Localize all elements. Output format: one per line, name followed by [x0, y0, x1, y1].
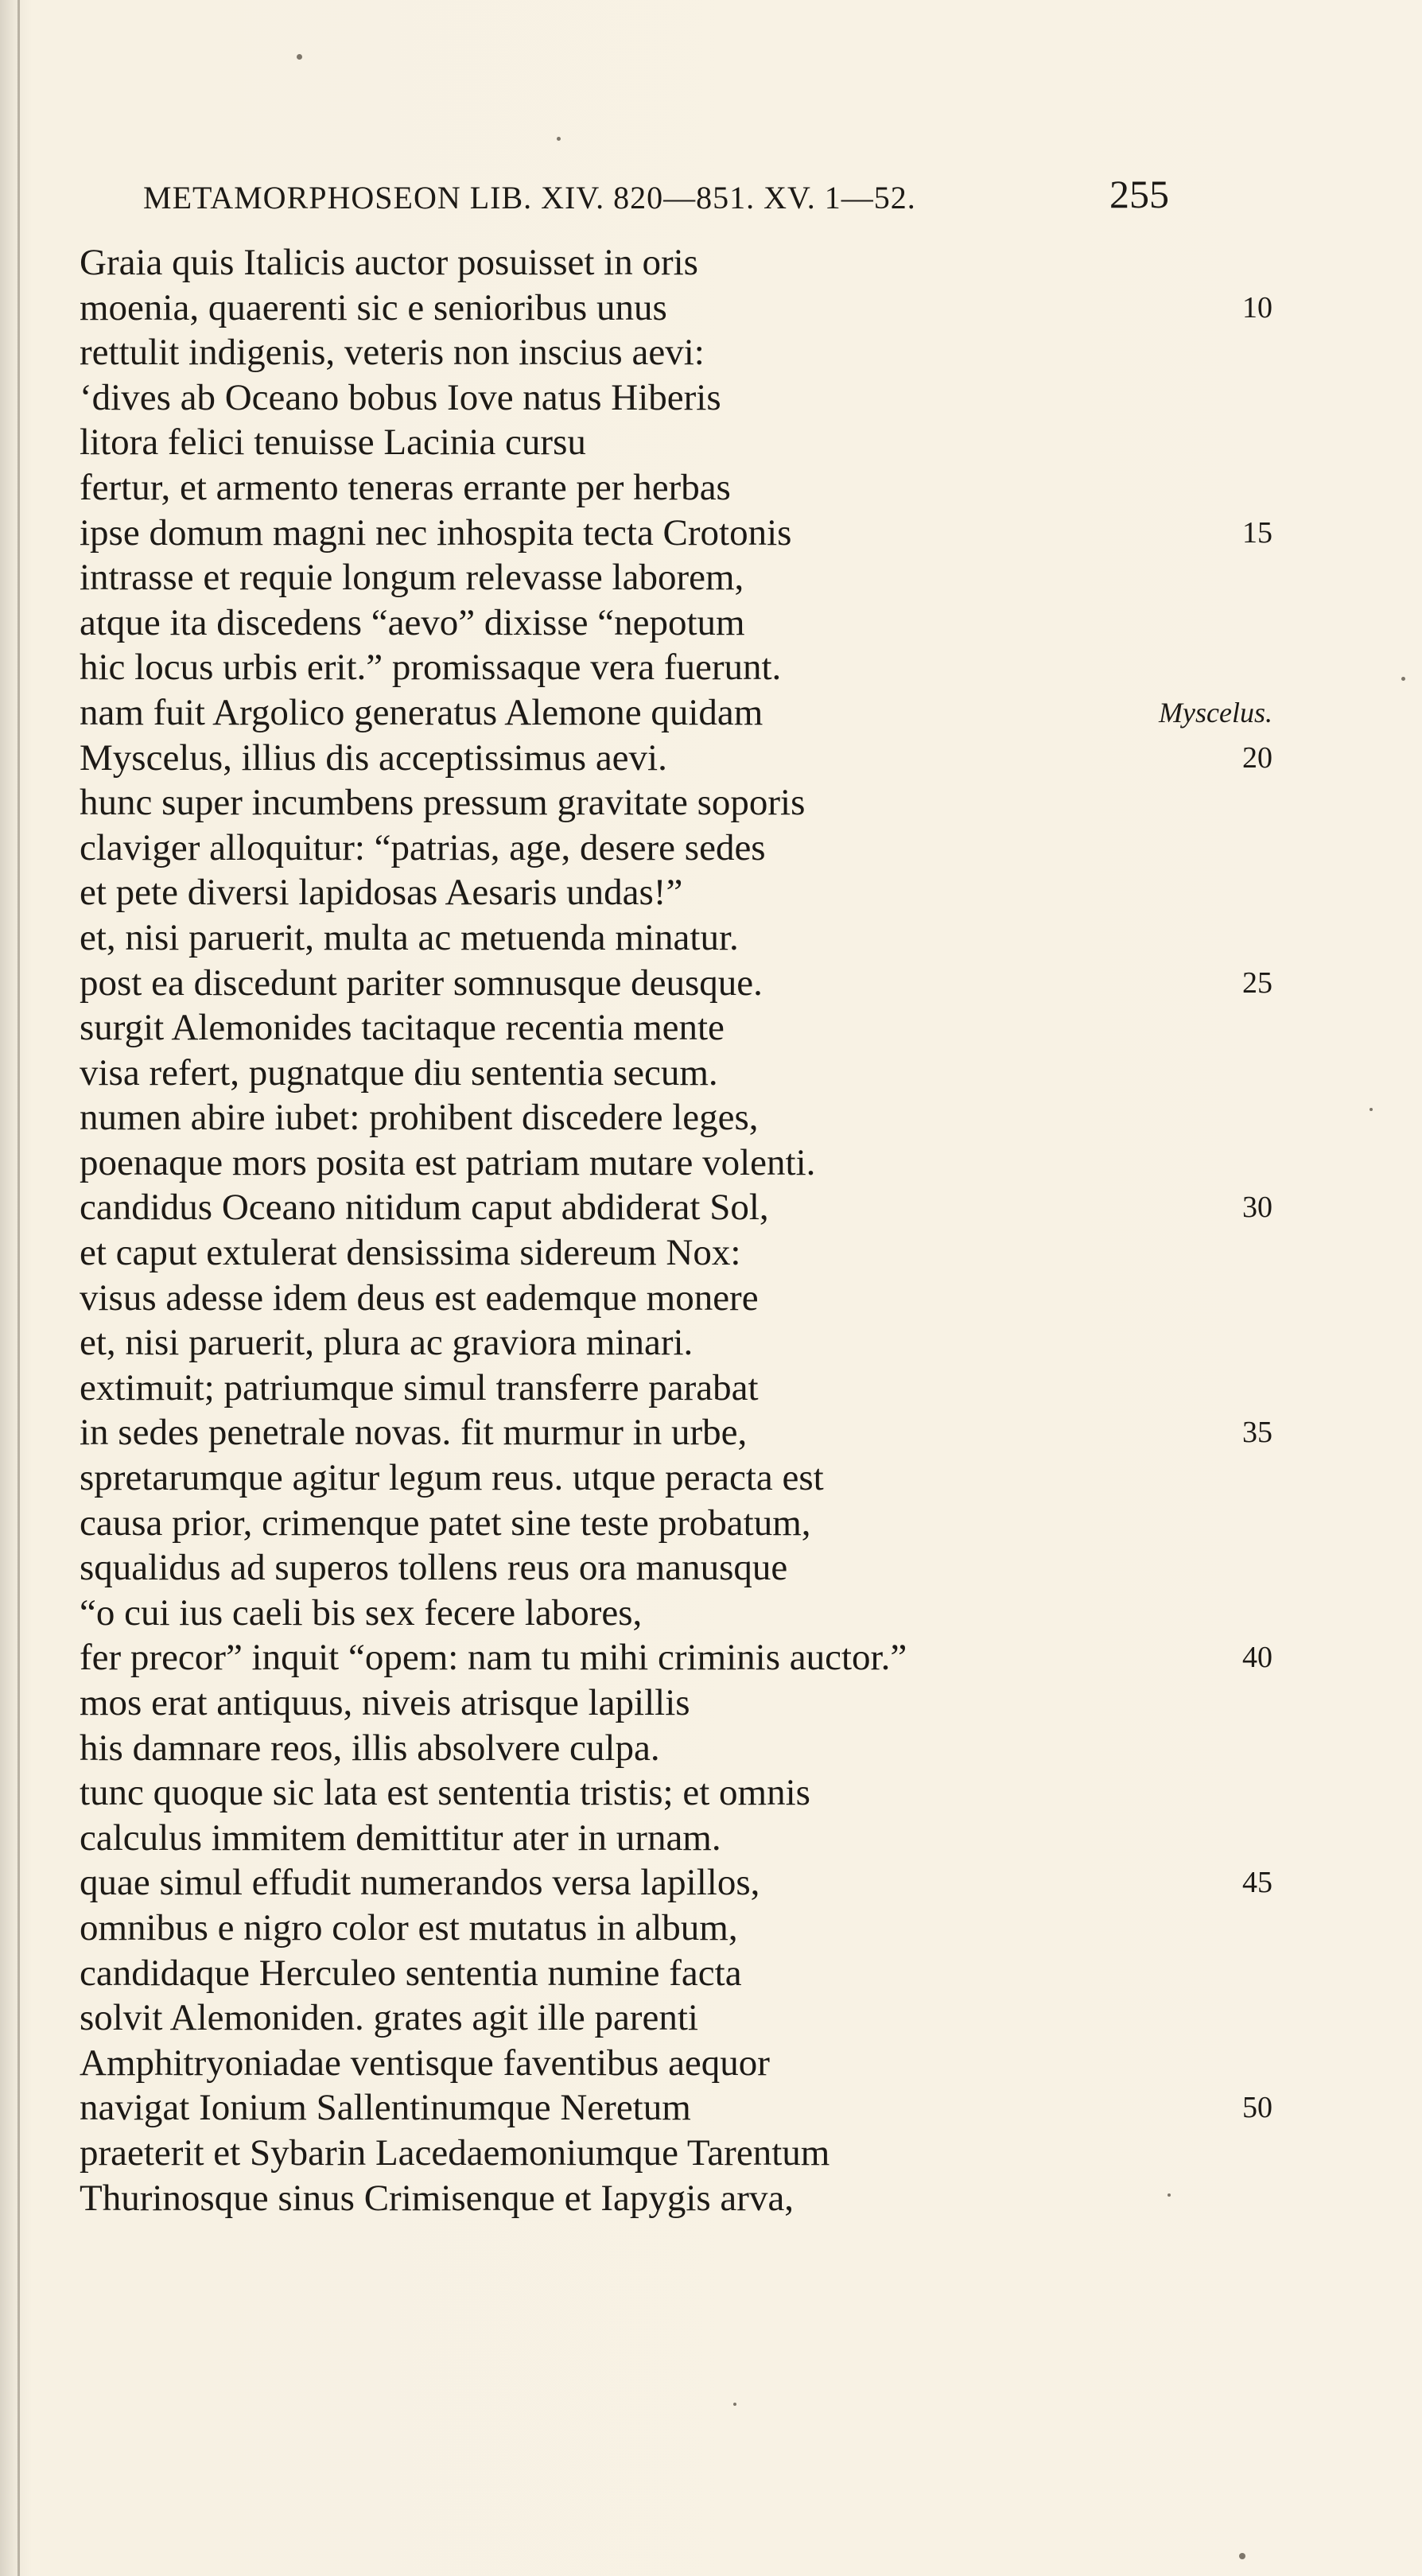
verse-line-text: hic locus urbis erit.” promissaque vera fuerunt. [80, 647, 782, 689]
verse-line-text: post ea discedunt pariter somnusque deusque. [80, 962, 763, 1004]
verse-line-text: navigat Ionium Sallentinumque Neretum [80, 2087, 691, 2129]
line-number: 20 [1242, 740, 1272, 775]
verse-line [80, 511, 1272, 556]
line-number: 50 [1242, 2091, 1272, 2125]
verse-line [80, 736, 1272, 781]
verse-line [80, 1680, 1272, 1726]
verse-line-text: et caput extulerat densissima sidereum Nox: [80, 1232, 741, 1274]
verse-line-text: quae simul effudit numerandos versa lapillos, [80, 1862, 760, 1904]
verse-line [80, 2176, 1272, 2221]
verse-line [80, 961, 1272, 1006]
verse-line-text: rettulit indigenis, veteris non inscius aevi: [80, 332, 705, 374]
verse-line [80, 1545, 1272, 1591]
verse-line [80, 915, 1272, 961]
verse-line-text: candidus Oceano nitidum caput abdiderat Sol, [80, 1187, 769, 1229]
verse-line-text: visa refert, pugnatque diu sententia secum. [80, 1051, 718, 1094]
verse-line [80, 1185, 1272, 1230]
page-header [143, 163, 1193, 227]
paper-speck [1239, 2553, 1245, 2559]
verse-line-text: atque ita discedens “aevo” dixisse “nepotum [80, 601, 745, 643]
verse-line-text: calculus immitem demittitur ater in urnam. [80, 1816, 721, 1859]
verse-line [80, 645, 1272, 690]
verse-line [80, 1906, 1272, 1951]
verse-line [80, 1095, 1272, 1140]
verse-line-text: visus adesse idem deus est eademque monere [80, 1276, 759, 1319]
verse-line [80, 1140, 1272, 1186]
verse-line [80, 1005, 1272, 1051]
verse-line-text: praeterit et Sybarin Lacedaemoniumque Tarentum [80, 2131, 830, 2174]
verse-line [80, 1860, 1272, 1906]
poem-text [80, 240, 1272, 2260]
gutter-edge [17, 0, 20, 2576]
verse-line [80, 240, 1272, 286]
verse-line [80, 555, 1272, 600]
verse-line-text: squalidus ad superos tollens reus ora manusque [80, 1547, 788, 1589]
verse-line-text: spretarumque agitur legum reus. utque peracta est [80, 1457, 824, 1499]
verse-line [80, 420, 1272, 465]
page-number: 255 [1109, 172, 1169, 216]
verse-line [80, 1951, 1272, 1996]
verse-line [80, 1816, 1272, 1861]
verse-line-text: mos erat antiquus, niveis atrisque lapillis [80, 1682, 690, 1723]
verse-line-text: candidaque Herculeo sententia numine facta [80, 1952, 742, 1994]
verse-line [80, 600, 1272, 646]
verse-line-text: hunc super incumbens pressum gravitate soporis [80, 782, 806, 824]
verse-line-text: Thurinosque sinus Crimisenque et Iapygis arva, [80, 2177, 795, 2219]
verse-line-text: intrasse et requie longum relevasse laborem, [80, 557, 744, 599]
paper-speck [1401, 677, 1405, 681]
verse-line [80, 1410, 1272, 1455]
verse-line-text: fertur, et armento teneras errante per herbas [80, 466, 731, 508]
verse-line-text: causa prior, crimenque patet sine teste probatum, [80, 1502, 811, 1544]
verse-line-text: poenaque mors posita est patriam mutare volenti. [80, 1141, 816, 1183]
verse-line-text: et, nisi paruerit, plura ac graviora minari. [80, 1322, 694, 1364]
verse-line [80, 1501, 1272, 1546]
verse-line [80, 330, 1272, 375]
line-number: 45 [1242, 1866, 1272, 1900]
verse-line-text: litora felici tenuisse Lacinia cursu [80, 422, 586, 464]
verse-line [80, 2041, 1272, 2086]
line-number: 40 [1242, 1641, 1272, 1675]
paper-speck [733, 2403, 736, 2406]
verse-line-text: extimuit; patriumque simul transferre parabat [80, 1366, 759, 1408]
verse-line [80, 690, 1272, 736]
line-number: 25 [1242, 966, 1272, 1000]
verse-line [80, 1230, 1272, 1276]
verse-line-text: fer precor” inquit “opem: nam tu mihi criminis auctor.” [80, 1637, 907, 1679]
verse-line-text: Myscelus, illius dis acceptissimus aevi. [80, 736, 667, 779]
verse-line [80, 1726, 1272, 1771]
verse-line-text: “o cui ius caeli bis sex fecere labores, [80, 1591, 643, 1634]
running-head: METAMORPHOSEON LIB. XIV. 820—851. XV. 1—52. [143, 180, 916, 216]
verse-line [80, 1320, 1272, 1366]
verse-line [80, 780, 1272, 826]
verse-line [80, 1366, 1272, 1411]
verse-line [80, 1635, 1272, 1680]
verse-line-text: ‘dives ab Oceano bobus Iove natus Hiberis [80, 376, 721, 418]
verse-line [80, 2085, 1272, 2131]
verse-line-text: his damnare reos, illis absolvere culpa. [80, 1727, 660, 1769]
verse-line-text: et, nisi paruerit, multa ac metuenda minatur. [80, 916, 739, 958]
line-number: 15 [1242, 515, 1272, 550]
paper-speck [557, 137, 561, 141]
line-number: 35 [1242, 1416, 1272, 1450]
verse-line [80, 1770, 1272, 1816]
verse-line-text: Graia quis Italicis auctor posuisset in oris [80, 242, 698, 283]
margin-note: Myscelus. [1159, 696, 1272, 729]
verse-line-text: et pete diversi lapidosas Aesaris undas!” [80, 872, 683, 914]
paper-speck [1370, 1108, 1373, 1111]
verse-line-text: tunc quoque sic lata est sententia tristis; et omnis [80, 1772, 810, 1814]
verse-line-text: ipse domum magni nec inhospita tecta Crotonis [80, 511, 792, 554]
verse-line [80, 1995, 1272, 2041]
verse-line-text: numen abire iubet: prohibent discedere leges, [80, 1097, 759, 1139]
verse-line [80, 286, 1272, 331]
verse-line [80, 870, 1272, 915]
verse-line-text: nam fuit Argolico generatus Alemone quidam [80, 691, 763, 733]
verse-line-text: solvit Alemoniden. grates agit ille parenti [80, 1997, 698, 2039]
verse-line-text: surgit Alemonides tacitaque recentia mente [80, 1007, 725, 1049]
verse-line [80, 1455, 1272, 1501]
verse-line-text: omnibus e nigro color est mutatus in album, [80, 1906, 738, 1949]
verse-line-text: moenia, quaerenti sic e senioribus unus [80, 286, 667, 328]
line-number: 30 [1242, 1191, 1272, 1225]
verse-line-text: Amphitryoniadae ventisque faventibus aequor [80, 2042, 770, 2084]
verse-line [80, 2131, 1272, 2176]
verse-line [80, 465, 1272, 511]
verse-line-text: in sedes penetrale novas. fit murmur in urbe, [80, 1412, 748, 1454]
verse-line [80, 375, 1272, 421]
verse-line [80, 1276, 1272, 1321]
line-number: 10 [1242, 290, 1272, 324]
paper-speck [297, 54, 302, 60]
verse-line [80, 1051, 1272, 1096]
verse-line [80, 1591, 1272, 1636]
verse-line-text: claviger alloquitur: “patrias, age, desere sedes [80, 826, 766, 868]
verse-line [80, 826, 1272, 871]
